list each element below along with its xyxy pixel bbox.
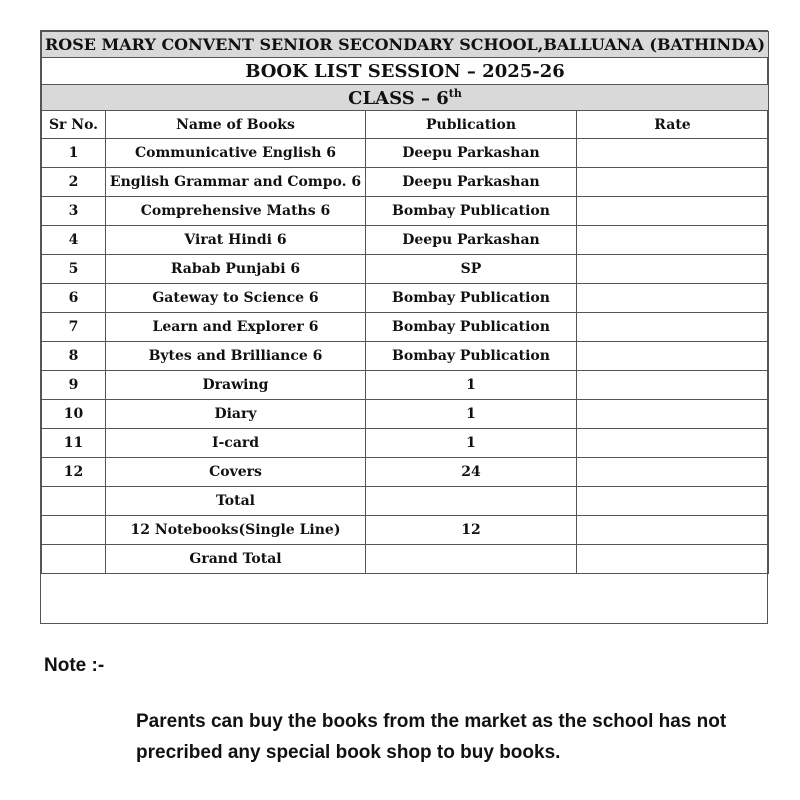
table-row [42,168,769,197]
cell-sr: 6 [42,284,106,313]
cell-publication: 1 [366,429,577,458]
cell-rate [577,139,769,168]
cell-rate [577,342,769,371]
cell-name: Total [106,487,366,516]
cell-name: Grand Total [106,545,366,574]
session-title: BOOK LIST SESSION – 2025-26 [42,58,769,85]
cell-rate [577,545,769,574]
header-sr: Sr No. [42,111,106,139]
cell-rate [577,168,769,197]
table-row [42,545,769,574]
cell-publication: 1 [366,400,577,429]
cell-publication: Bombay Publication [366,313,577,342]
cell-rate [577,516,769,545]
cell-rate [577,487,769,516]
table-row [42,400,769,429]
class-label: CLASS – 6 [348,87,449,109]
table-row [42,371,769,400]
cell-name: Learn and Explorer 6 [106,313,366,342]
cell-sr [42,516,106,545]
cell-name: Virat Hindi 6 [106,226,366,255]
cell-name: Covers [106,458,366,487]
header-name: Name of Books [106,111,366,139]
cell-publication: Bombay Publication [366,197,577,226]
table-row [42,487,769,516]
cell-publication: SP [366,255,577,284]
cell-rate [577,371,769,400]
cell-sr: 7 [42,313,106,342]
cell-publication: Deepu Parkashan [366,168,577,197]
cell-sr: 12 [42,458,106,487]
table-row [42,197,769,226]
cell-rate [577,400,769,429]
cell-sr: 10 [42,400,106,429]
cell-name: Communicative English 6 [106,139,366,168]
cell-name: Diary [106,400,366,429]
cell-publication: 24 [366,458,577,487]
cell-rate [577,313,769,342]
note-label: Note :- [44,655,105,676]
cell-rate [577,429,769,458]
cell-name: Rabab Punjabi 6 [106,255,366,284]
table-row [42,139,769,168]
table-row [42,313,769,342]
cell-sr: 4 [42,226,106,255]
class-title [42,85,769,111]
cell-rate [577,284,769,313]
cell-name: Gateway to Science 6 [106,284,366,313]
cell-publication: Bombay Publication [366,284,577,313]
cell-name: Comprehensive Maths 6 [106,197,366,226]
note-text: Parents can buy the books from the market as the school has not precribed any special book shop to buy books. [136,711,727,763]
cell-publication: Deepu Parkashan [366,226,577,255]
cell-sr [42,545,106,574]
cell-publication [366,545,577,574]
cell-rate [577,255,769,284]
cell-publication [366,487,577,516]
cell-name: English Grammar and Compo. 6 [106,168,366,197]
class-superscript: th [448,86,462,100]
cell-publication: Deepu Parkashan [366,139,577,168]
header-row [42,111,769,139]
cell-sr [42,487,106,516]
table-row [42,284,769,313]
cell-sr: 5 [42,255,106,284]
cell-sr: 9 [42,371,106,400]
cell-name: 12 Notebooks(Single Line) [106,516,366,545]
table-row [42,458,769,487]
table-row [42,429,769,458]
cell-publication: 1 [366,371,577,400]
table-row [42,255,769,284]
cell-name: I-card [106,429,366,458]
cell-publication: 12 [366,516,577,545]
cell-name: Drawing [106,371,366,400]
cell-sr: 11 [42,429,106,458]
cell-sr: 3 [42,197,106,226]
cell-name: Bytes and Brilliance 6 [106,342,366,371]
cell-rate [577,197,769,226]
cell-sr: 8 [42,342,106,371]
book-list-sheet [40,30,768,624]
book-list-table [41,31,769,574]
table-row [42,226,769,255]
header-rate: Rate [577,111,769,139]
header-publication: Publication [366,111,577,139]
table-row [42,516,769,545]
cell-publication: Bombay Publication [366,342,577,371]
table-row [42,342,769,371]
cell-sr: 2 [42,168,106,197]
cell-sr: 1 [42,139,106,168]
school-name: ROSE MARY CONVENT SENIOR SECONDARY SCHOOL,BALLUANA (BATHINDA) [42,32,769,58]
cell-rate [577,226,769,255]
cell-rate [577,458,769,487]
